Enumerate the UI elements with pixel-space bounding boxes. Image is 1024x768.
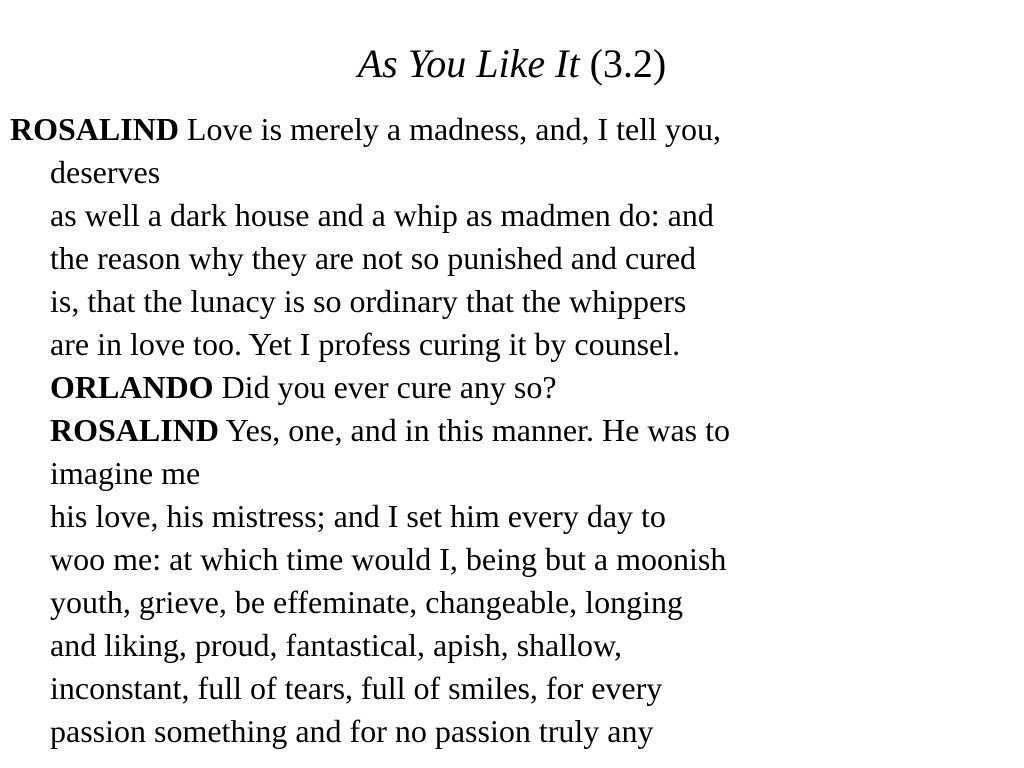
dialogue-line [50,409,1010,452]
dialogue-line: imagine me [50,455,201,491]
speaker-name: ORLANDO [50,369,214,405]
play-title: As You Like It [357,41,580,86]
page-title [0,38,1024,90]
line-text: Did you ever cure any so? [221,369,557,405]
dialogue-passage [10,108,1010,753]
dialogue-line: is, that the lunacy is so ordinary that the whippers [50,283,687,319]
speaker-name: ROSALIND [50,412,219,448]
scene-reference: (3.2) [589,41,667,86]
dialogue-line [50,366,1010,409]
dialogue-line: his love, his mistress; and I set him every day to [50,498,666,534]
dialogue-line: passion something and for no passion truly any [50,713,654,749]
dialogue-line: as well a dark house and a whip as madmen do: and [50,197,714,233]
dialogue-line: inconstant, full of tears, full of smiles, for every [50,670,663,706]
dialogue-line: and liking, proud, fantastical, apish, shallow, [50,627,623,663]
dialogue-line: youth, grieve, be effeminate, changeable, longing [50,584,683,620]
line-text: Yes, one, and in this manner. He was to [225,412,730,448]
line-text: Love is merely a madness, and, I tell you, [186,111,721,147]
dialogue-line [10,108,1010,151]
dialogue-line: deserves [50,154,161,190]
dialogue-line: the reason why they are not so punished and cured [50,240,697,276]
dialogue-line: woo me: at which time would I, being but a moonish [50,541,727,577]
speaker-name: ROSALIND [10,111,179,147]
dialogue-line: are in love too. Yet I profess curing it by counsel. [50,326,681,362]
